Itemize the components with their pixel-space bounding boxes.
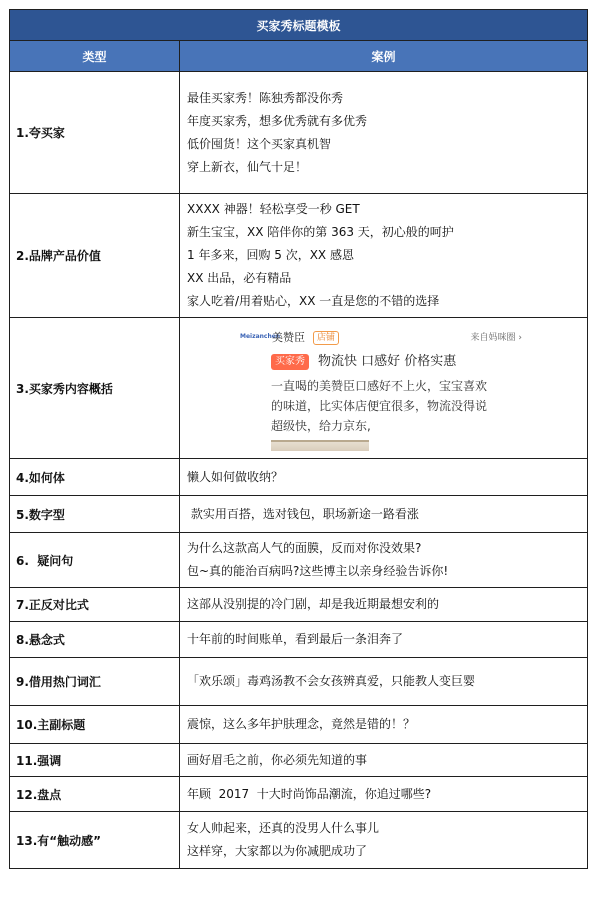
- example-line: 低价囤货！这个买家真机智: [187, 136, 332, 151]
- row-type: 12.盘点: [10, 777, 180, 812]
- row-examples: [180, 777, 588, 812]
- row-examples: [180, 318, 588, 459]
- example-line: 年度买家秀，想多优秀就有多优秀: [187, 113, 368, 128]
- row-examples: [180, 194, 588, 318]
- brand-logo: Meizanchen: [240, 333, 281, 340]
- row-type: 3.买家秀内容概括: [10, 318, 180, 459]
- example-line: 十年前的时间账单，看到最后一条泪奔了: [187, 632, 404, 646]
- example-line: 震惊，这么多年护肤理念，竟然是错的！？: [187, 717, 416, 731]
- row-type: 13.有“触动感”: [10, 812, 180, 869]
- table-row: [10, 706, 588, 744]
- row-examples: [180, 533, 588, 588]
- title-template-table: [9, 9, 588, 869]
- store-badge: 店铺: [313, 331, 339, 345]
- example-line: 年顾 2017 十大时尚饰品潮流，你追过哪些?: [187, 786, 432, 801]
- row-type: 11.强调: [10, 744, 180, 777]
- table-row: [10, 533, 588, 588]
- example-line: 「欢乐颂」毒鸡汤教不会女孩辨真爱，只能教人变巨婴: [187, 674, 476, 688]
- example-line: 家人吃着/用着贴心，XX 一直是您的不错的选择: [187, 294, 440, 308]
- row-examples: [180, 622, 588, 658]
- chevron-right-icon: ›: [518, 333, 522, 343]
- table-row: [10, 194, 588, 318]
- table-row: [10, 496, 588, 533]
- table-title: 买家秀标题模板: [10, 10, 588, 41]
- row-examples: [180, 658, 588, 706]
- example-line: 为什么这款高人气的面膜，反而对你没效果?: [187, 541, 422, 555]
- review-line: 一直喝的美赞臣口感好不上火，宝宝喜欢: [271, 379, 488, 393]
- review-card: [238, 318, 522, 451]
- source-text: 来自妈咪圈: [470, 333, 516, 343]
- example-line: 款实用百搭，选对钱包，职场新途一路看涨: [187, 506, 419, 521]
- table-row: [10, 777, 588, 812]
- row-examples: [180, 706, 588, 744]
- shop-name: 美赞臣: [272, 331, 305, 344]
- row-examples: [180, 459, 588, 496]
- example-line: 包~真的能治百病吗?这些博主以亲身经验告诉你!: [187, 564, 449, 578]
- table-row: [10, 744, 588, 777]
- example-line: 最佳买家秀！陈独秀都没你秀: [187, 90, 344, 105]
- table-row: [10, 812, 588, 869]
- row-examples: [180, 72, 588, 194]
- example-line: XXXX 神器！轻松享受一秒 GET: [187, 202, 360, 216]
- example-line: 懒人如何做收纳？: [187, 469, 284, 484]
- table-row: [10, 622, 588, 658]
- row-type: 5.数字型: [10, 496, 180, 533]
- row-type: 8.悬念式: [10, 622, 180, 658]
- row-examples: [180, 812, 588, 869]
- example-line: 画好眉毛之前，你必须先知道的事: [187, 752, 368, 767]
- example-column-header: 案例: [180, 41, 588, 72]
- row-examples: [180, 588, 588, 622]
- table-row: [10, 459, 588, 496]
- example-line: XX 出品，必有精品: [187, 271, 292, 285]
- example-line: 这部从没别提的冷门剧，却是我近期最想安利的: [187, 597, 440, 611]
- table-row: [10, 588, 588, 622]
- source-link[interactable]: [471, 328, 523, 348]
- example-line: 1 年多来，回购 5 次，XX 感恩: [187, 248, 354, 262]
- row-type: 7.正反对比式: [10, 588, 180, 622]
- review-photo[interactable]: [271, 440, 369, 451]
- example-line: 这样穿，大家都以为你减肥成功了: [187, 844, 368, 858]
- row-type: 2.品牌产品价值: [10, 194, 180, 318]
- row-examples: [180, 496, 588, 533]
- review-body: [271, 376, 521, 436]
- row-type: 9.借用热门词汇: [10, 658, 180, 706]
- buyer-show-tag: 买家秀: [271, 354, 309, 370]
- row-type: 10.主副标题: [10, 706, 180, 744]
- table-row: [10, 318, 588, 459]
- review-title: 物流快 口感好 价格实惠: [318, 354, 457, 369]
- row-type: 1.夸买家: [10, 72, 180, 194]
- type-column-header: 类型: [10, 41, 180, 72]
- review-line: 超级快，给力京东,: [271, 419, 371, 433]
- row-type: 4.如何体: [10, 459, 180, 496]
- example-line: 穿上新衣，仙气十足！: [187, 159, 308, 174]
- review-card-header: [238, 328, 522, 348]
- row-type: 6. 疑问句: [10, 533, 180, 588]
- review-line: 的味道，比实体店便宜很多，物流没得说: [271, 399, 488, 413]
- table-row: [10, 72, 588, 194]
- example-line: 女人帅起来，还真的没男人什么事儿: [187, 821, 380, 835]
- row-examples: [180, 744, 588, 777]
- example-line: 新生宝宝，XX 陪伴你的第 363 天，初心般的呵护: [187, 225, 454, 239]
- table-row: [10, 658, 588, 706]
